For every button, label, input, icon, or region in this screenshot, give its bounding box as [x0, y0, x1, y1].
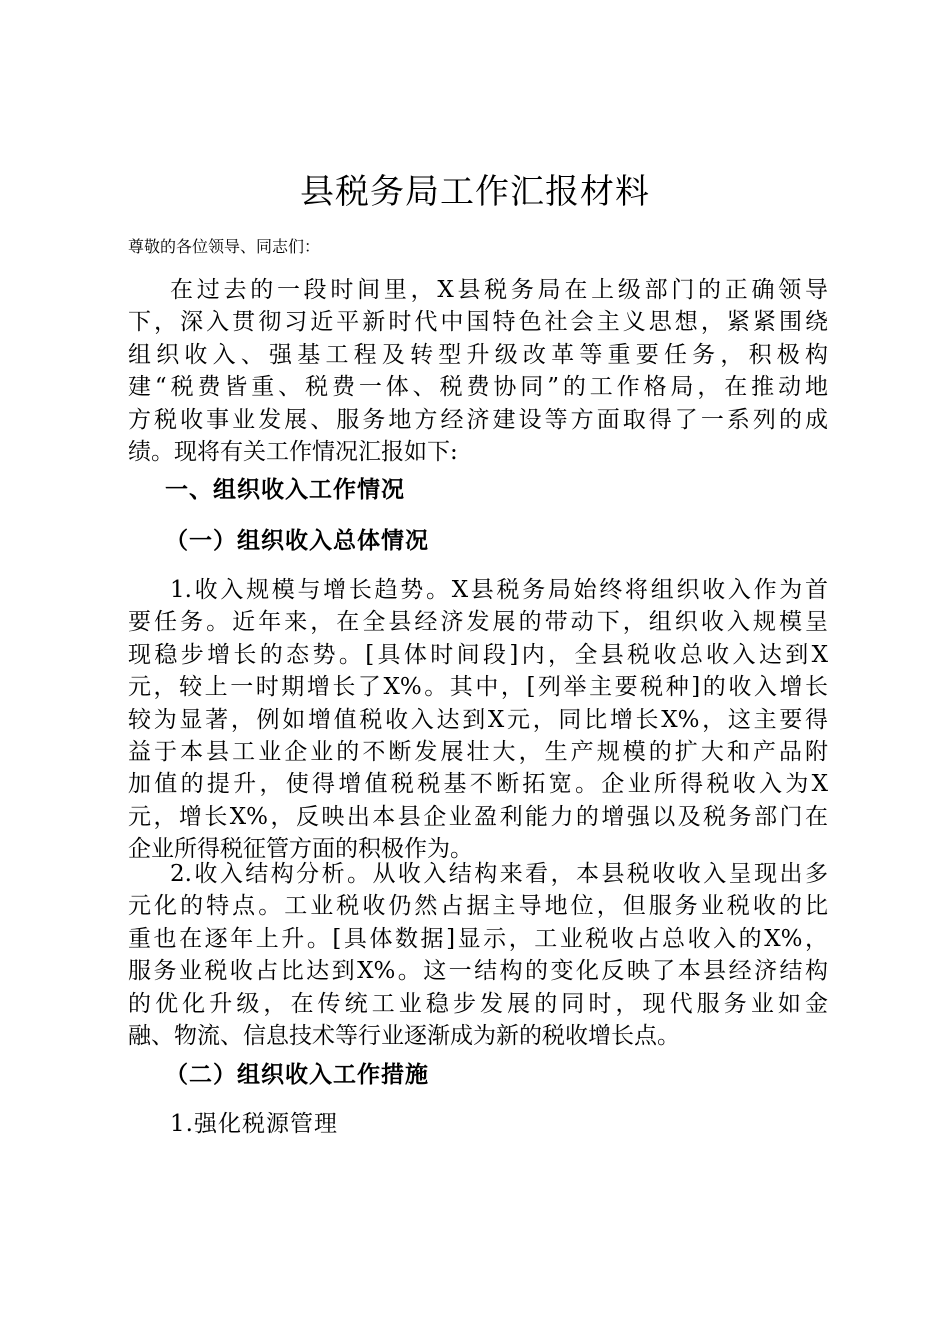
paragraph-line: 在过去的一段时间里，X县税务局在上级部门的正确领导 — [170, 277, 828, 303]
document-title: 县税务局工作汇报材料 — [300, 172, 650, 212]
intro-paragraph — [128, 274, 828, 468]
paragraph-line: 元，较上一时期增长了X%。其中，[列举主要税种]的收入增长 — [128, 674, 828, 701]
paragraph-line: 要任务。近年来，在全县经济发展的带动下，组织收入规模呈 — [128, 609, 828, 636]
list-item: 1.强化税源管理 — [170, 1111, 338, 1137]
paragraph-line: 绩。现将有关工作情况汇报如下: — [128, 438, 458, 465]
paragraph-line: 的优化升级，在传统工业稳步发展的同时，现代服务业如金 — [128, 990, 828, 1017]
revenue-structure-paragraph — [128, 858, 828, 1052]
paragraph-line: 2.收入结构分析。从收入结构来看，本县税收收入呈现出多 — [170, 861, 828, 887]
paragraph-line: 益于本县工业企业的不断发展壮大，生产规模的扩大和产品附 — [128, 738, 828, 765]
salutation: 尊敬的各位领导、同志们： — [128, 237, 321, 256]
paragraph-line: 方税收事业发展、服务地方经济建设等方面取得了一系列的成 — [128, 406, 828, 433]
paragraph-line: 组织收入、强基工程及转型升级改革等重要任务，积极构 — [128, 341, 828, 368]
section-heading: 一、组织收入工作情况 — [165, 477, 405, 503]
paragraph-line: 企业所得税征管方面的积极作为。 — [128, 836, 473, 863]
revenue-scale-paragraph — [128, 574, 828, 866]
paragraph-line: 建“税费皆重、税费一体、税费协同”的工作格局，在推动地 — [128, 374, 828, 401]
paragraph-line: 下，深入贯彻习近平新时代中国特色社会主义思想，紧紧围绕 — [128, 309, 828, 336]
paragraph-line: 融、物流、信息技术等行业逐渐成为新的税收增长点。 — [128, 1022, 680, 1049]
paragraph-line: 重也在逐年上升。[具体数据]显示，工业税收占总收入的X%， — [128, 925, 828, 952]
subsection-heading: （二）组织收入工作措施 — [165, 1062, 429, 1088]
paragraph-line: 1.收入规模与增长趋势。X县税务局始终将组织收入作为首 — [170, 577, 828, 603]
paragraph-line: 元化的特点。工业税收仍然占据主导地位，但服务业税收的比 — [128, 893, 828, 920]
paragraph-line: 现稳步增长的态势。[具体时间段]内，全县税收总收入达到X — [128, 641, 828, 668]
subsection-heading: （一）组织收入总体情况 — [165, 528, 429, 554]
paragraph-line: 加值的提升，使得增值税税基不断拓宽。企业所得税收入为X — [128, 771, 828, 798]
paragraph-line: 较为显著，例如增值税收入达到X元，同比增长X%，这主要得 — [128, 706, 828, 733]
paragraph-line: 服务业税收占比达到X%。这一结构的变化反映了本县经济结构 — [128, 958, 828, 985]
paragraph-line: 元，增长X%，反映出本县企业盈利能力的增强以及税务部门在 — [128, 803, 828, 830]
